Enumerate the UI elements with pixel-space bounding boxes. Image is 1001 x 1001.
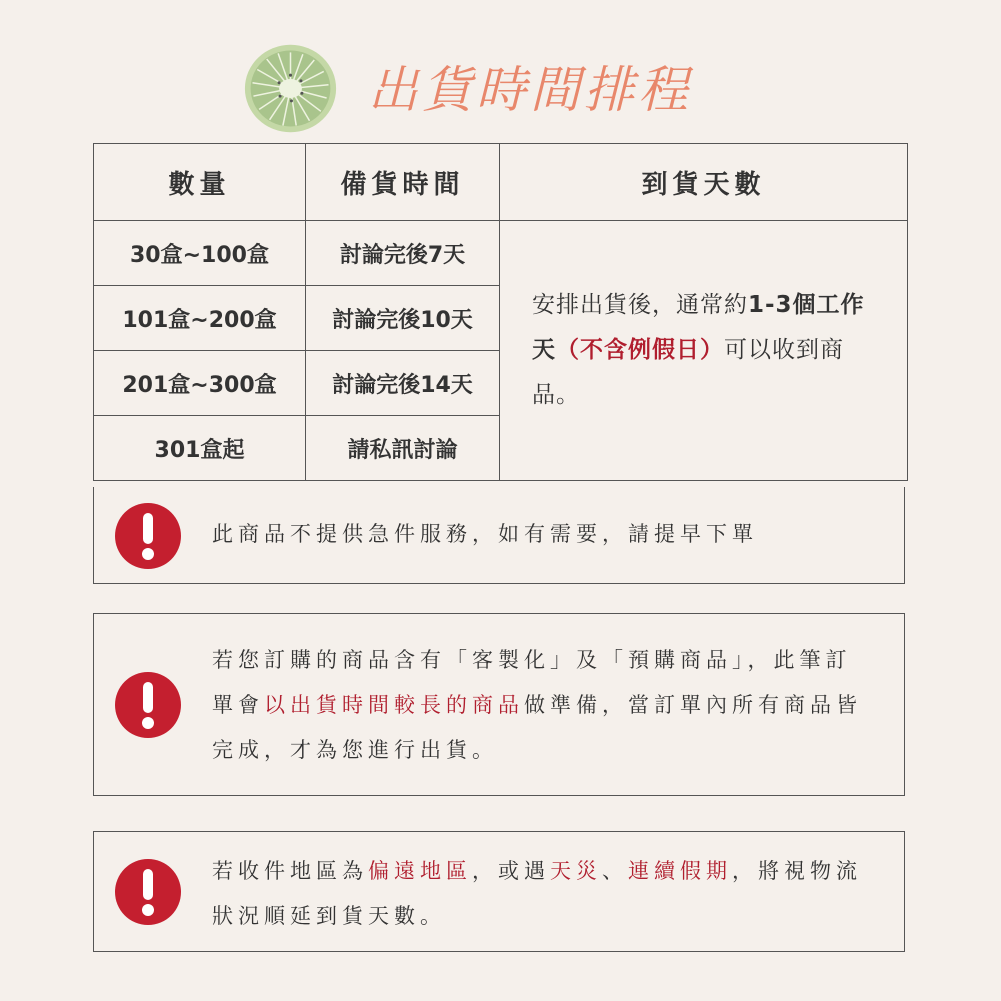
warning-icon: [115, 859, 181, 925]
arrival-days-cell: [500, 221, 908, 481]
notice-no-rush: [93, 487, 905, 584]
quantity-cell: 101盒~200盒: [94, 286, 306, 351]
notice-text: 若您訂購的商品含有「客製化」及「預購商品」，此筆訂單會以出貨時間較長的商品做準備，當訂單內所有商品皆完成，才為您進行出貨。: [212, 648, 862, 762]
highlight-text: 偏遠地區: [368, 859, 472, 883]
highlight-text: 連續假期: [628, 859, 732, 883]
shipping-schedule-table: [93, 143, 908, 481]
table-row: [94, 221, 908, 286]
prep-time-cell: 討論完後10天: [306, 286, 500, 351]
quantity-cell: 30盒~100盒: [94, 221, 306, 286]
prep-time-cell: 討論完後7天: [306, 221, 500, 286]
arrival-text-3: （不含例假日）: [556, 337, 724, 363]
warning-icon: [115, 672, 181, 738]
prep-time-cell: 請私訊討論: [306, 416, 500, 481]
notice-text: 若收件地區為偏遠地區，或遇天災、連續假期，將視物流狀況順延到貨天數。: [212, 859, 862, 928]
kiwi-slice-icon: [243, 41, 338, 136]
notice-remote-delay: [93, 831, 905, 952]
warning-icon: [115, 503, 181, 569]
header-arrival-days: 到貨天數: [500, 144, 908, 221]
header: [0, 38, 1001, 138]
arrival-text-2: 1-3個工作天: [532, 292, 865, 363]
notice-custom-preorder: [93, 613, 905, 796]
page-title: 出貨時間排程: [368, 61, 692, 119]
arrival-text-4: 可以收到商品。: [532, 337, 844, 408]
quantity-cell: 301盒起: [94, 416, 306, 481]
table-header-row: [94, 144, 908, 221]
arrival-text-1: 安排出貨後，通常約: [532, 292, 748, 318]
quantity-cell: 201盒~300盒: [94, 351, 306, 416]
prep-time-cell: 討論完後14天: [306, 351, 500, 416]
header-prep-time: 備貨時間: [306, 144, 500, 221]
highlight-text: 以出貨時間較長的商品: [264, 693, 524, 717]
notice-text: 此商品不提供急件服務，如有需要，請提早下單: [212, 522, 758, 546]
header-quantity: 數量: [94, 144, 306, 221]
highlight-text: 天災: [550, 859, 602, 883]
